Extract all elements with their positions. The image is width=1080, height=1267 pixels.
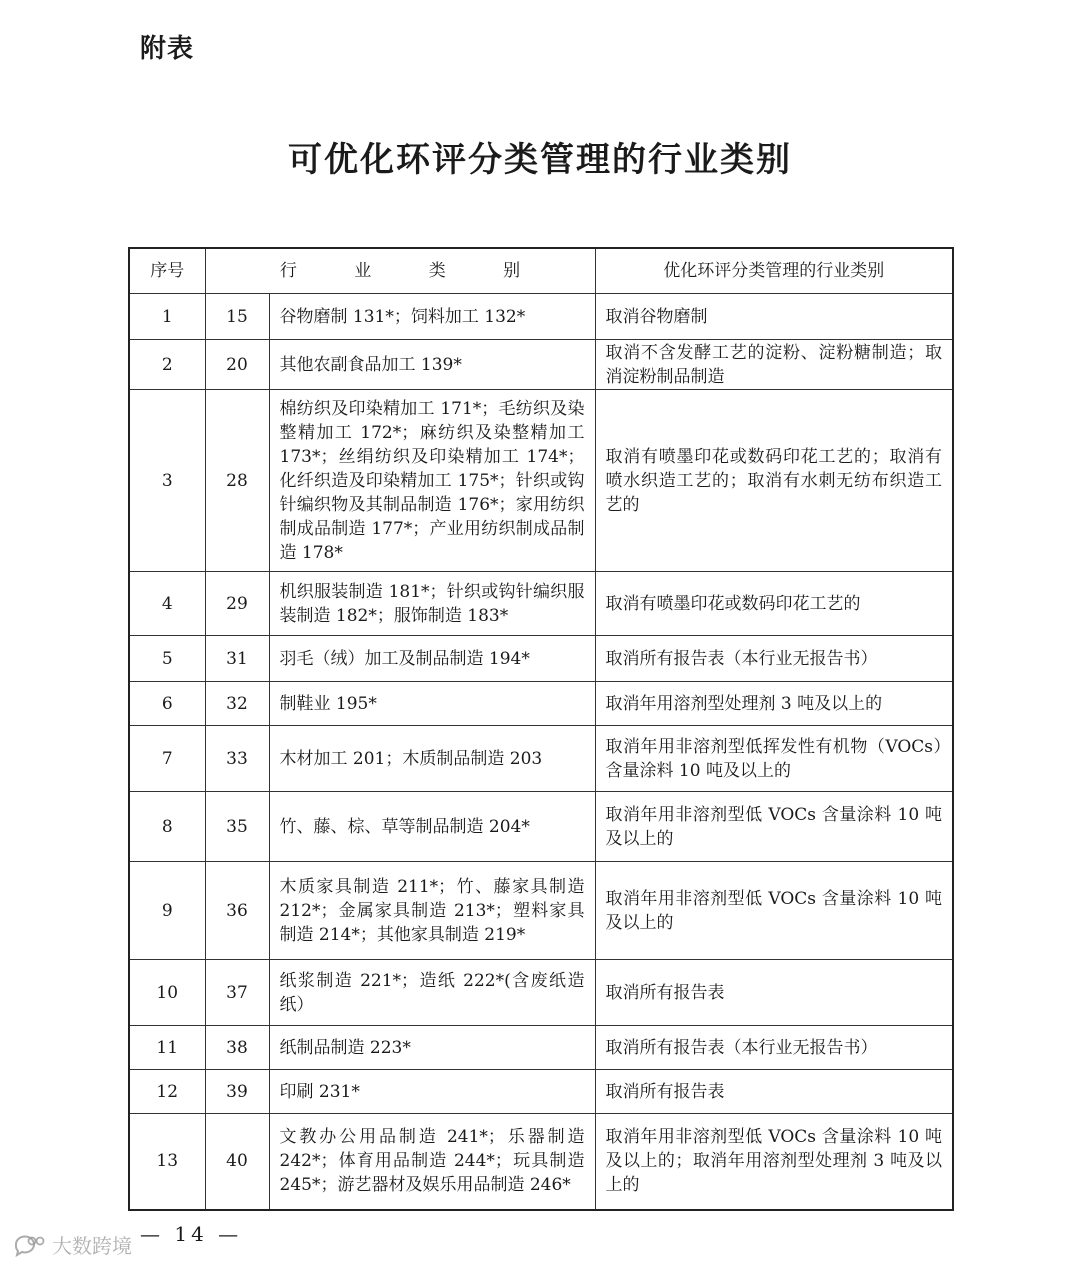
row-code: 29 <box>205 572 269 636</box>
row-code: 31 <box>205 636 269 682</box>
table-row <box>129 572 953 636</box>
table-row <box>129 960 953 1026</box>
row-optimized: 取消所有报告表 <box>595 1070 953 1114</box>
row-industry: 印刷 231* <box>269 1070 595 1114</box>
appendix-label: 附表 <box>140 34 195 64</box>
table-row <box>129 1070 953 1114</box>
row-code: 35 <box>205 792 269 862</box>
row-code: 33 <box>205 726 269 792</box>
table-row <box>129 792 953 862</box>
row-seq: 10 <box>129 960 205 1026</box>
row-industry: 文教办公用品制造 241*；乐器制造 242*；体育用品制造 244*；玩具制造 245*；游艺器材及娱乐用品制造 246* <box>269 1114 595 1210</box>
row-code: 40 <box>205 1114 269 1210</box>
table-row <box>129 636 953 682</box>
row-industry: 木质家具制造 211*；竹、藤家具制造 212*；金属家具制造 213*；塑料家具制造 214*；其他家具制造 219* <box>269 862 595 960</box>
row-code: 36 <box>205 862 269 960</box>
chat-bubble-logo-icon <box>12 1232 46 1258</box>
row-industry: 纸制品制造 223* <box>269 1026 595 1070</box>
row-seq: 6 <box>129 682 205 726</box>
row-industry: 竹、藤、棕、草等制品制造 204* <box>269 792 595 862</box>
row-industry: 其他农副食品加工 139* <box>269 340 595 390</box>
row-optimized: 取消年用非溶剂型低 VOCs 含量涂料 10 吨及以上的 <box>595 862 953 960</box>
row-industry: 棉纺织及印染精加工 171*；毛纺织及染整精加工 172*；麻纺织及染整精加工 173*；丝绢纺织及印染精加工 174*；化纤织造及印染精加工 175*；针织或钩针编织物及其制品制造 176*；家用纺织制成品制造 177*；产业用纺织制成品制造 178* <box>269 390 595 572</box>
row-seq: 3 <box>129 390 205 572</box>
row-industry: 制鞋业 195* <box>269 682 595 726</box>
row-industry: 羽毛（绒）加工及制品制造 194* <box>269 636 595 682</box>
row-code: 39 <box>205 1070 269 1114</box>
row-code: 38 <box>205 1026 269 1070</box>
row-optimized: 取消年用非溶剂型低 VOCs 含量涂料 10 吨及以上的；取消年用溶剂型处理剂 3 吨及以上的 <box>595 1114 953 1210</box>
row-code: 37 <box>205 960 269 1026</box>
row-industry: 木材加工 201；木质制品制造 203 <box>269 726 595 792</box>
row-optimized: 取消不含发酵工艺的淀粉、淀粉糖制造；取消淀粉制品制造 <box>595 340 953 390</box>
row-optimized: 取消所有报告表 <box>595 960 953 1026</box>
row-code: 32 <box>205 682 269 726</box>
row-code: 28 <box>205 390 269 572</box>
row-optimized: 取消有喷墨印花或数码印花工艺的 <box>595 572 953 636</box>
row-optimized: 取消年用溶剂型处理剂 3 吨及以上的 <box>595 682 953 726</box>
table-row <box>129 682 953 726</box>
row-optimized: 取消有喷墨印花或数码印花工艺的；取消有喷水织造工艺的；取消有水刺无纺布织造工艺的 <box>595 390 953 572</box>
table-row <box>129 1026 953 1070</box>
table-row <box>129 1114 953 1210</box>
table-row <box>129 862 953 960</box>
document-title: 可优化环评分类管理的行业类别 <box>288 140 792 180</box>
header-industry: 行 业 类 别 <box>205 248 595 294</box>
row-optimized: 取消所有报告表（本行业无报告书） <box>595 636 953 682</box>
row-industry: 机织服装制造 181*；针织或钩针编织服装制造 182*；服饰制造 183* <box>269 572 595 636</box>
row-seq: 8 <box>129 792 205 862</box>
row-code: 20 <box>205 340 269 390</box>
header-optimized: 优化环评分类管理的行业类别 <box>595 248 953 294</box>
row-optimized: 取消年用非溶剂型低挥发性有机物（VOCs）含量涂料 10 吨及以上的 <box>595 726 953 792</box>
watermark <box>12 1230 132 1259</box>
header-seq: 序号 <box>129 248 205 294</box>
row-seq: 11 <box>129 1026 205 1070</box>
row-code: 15 <box>205 294 269 340</box>
table-row <box>129 340 953 390</box>
row-seq: 2 <box>129 340 205 390</box>
table-row <box>129 726 953 792</box>
row-seq: 1 <box>129 294 205 340</box>
row-seq: 7 <box>129 726 205 792</box>
row-optimized: 取消所有报告表（本行业无报告书） <box>595 1026 953 1070</box>
watermark-text: 大数跨境 <box>52 1234 132 1258</box>
page-number: — 14 — <box>140 1222 243 1246</box>
row-industry: 谷物磨制 131*；饲料加工 132* <box>269 294 595 340</box>
table-header-row <box>129 248 953 294</box>
row-seq: 12 <box>129 1070 205 1114</box>
row-seq: 9 <box>129 862 205 960</box>
industry-table <box>128 247 954 1211</box>
row-industry: 纸浆制造 221*；造纸 222*(含废纸造纸） <box>269 960 595 1026</box>
table-row <box>129 294 953 340</box>
table-row <box>129 390 953 572</box>
row-seq: 5 <box>129 636 205 682</box>
row-optimized: 取消年用非溶剂型低 VOCs 含量涂料 10 吨及以上的 <box>595 792 953 862</box>
row-seq: 13 <box>129 1114 205 1210</box>
row-optimized: 取消谷物磨制 <box>595 294 953 340</box>
row-seq: 4 <box>129 572 205 636</box>
